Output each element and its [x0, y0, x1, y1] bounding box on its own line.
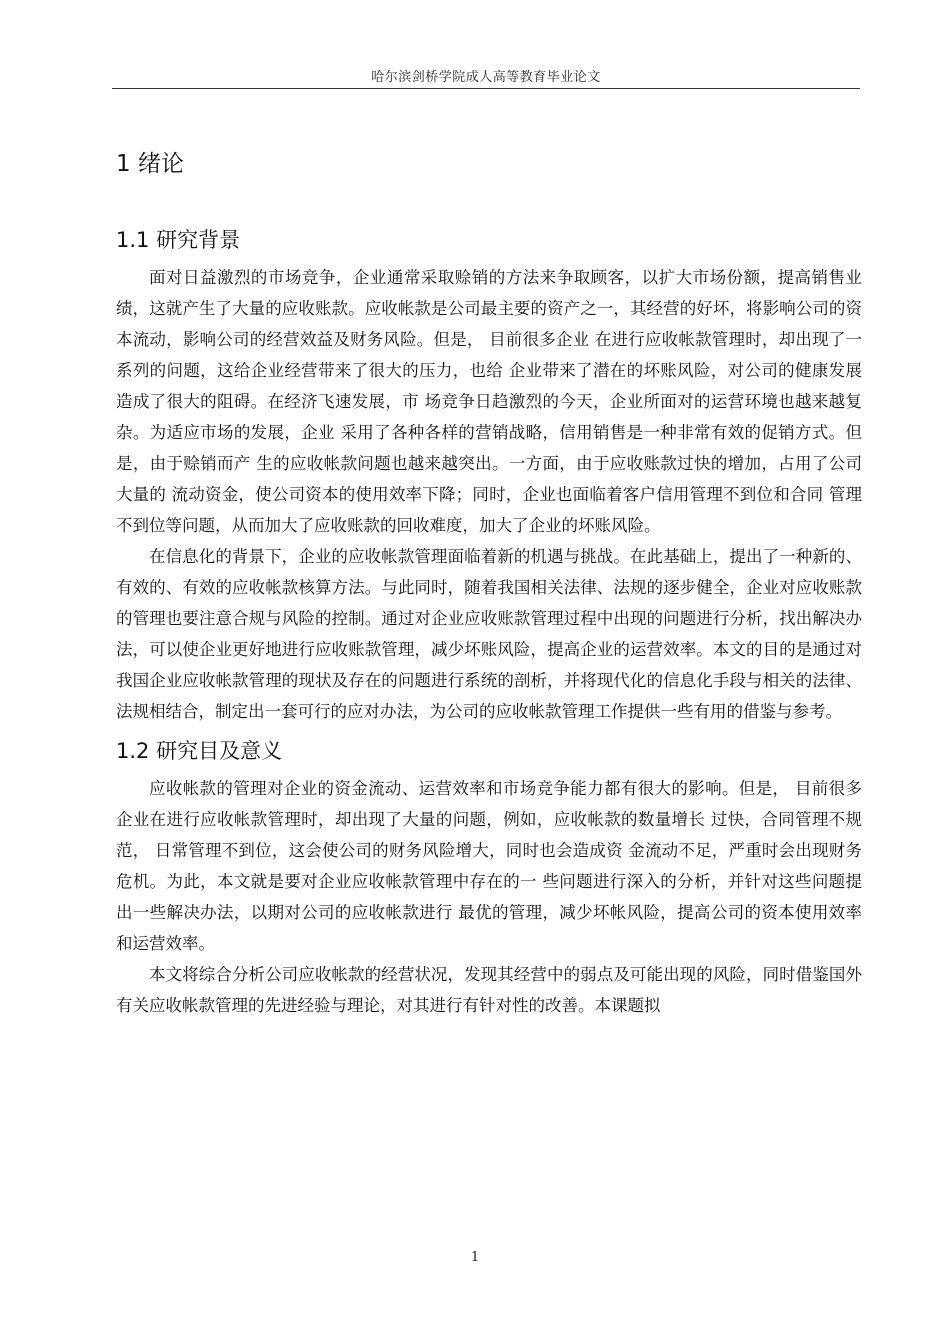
- section-title: 1.2 研究目及意义: [116, 739, 283, 763]
- paragraph: 应收帐款的管理对企业的资金流动、运营效率和市场竞争能力都有很大的影响。但是， 目前很多企业在进行应收帐款管理时，却出现了大量的问题，例如，应收帐款的数量增长 过快，合同管理不规范， 日常管理不到位，这会使公司的财务风险增大，同时也会造成资 金流动不足，严重时会出现财务危机。为此，本文就是要对企业应收帐款管理中存在的一 些问题进行深入的分析，并针对这些问题提出一些解决办法，以期对公司的应收帐款进行 最优的管理，减少坏帐风险，提高公司的资本使用效率和运营效率。: [116, 779, 862, 953]
- paragraph: 面对日益激烈的市场竞争，企业通常采取赊销的方法来争取顾客，以扩大市场份额，提高销售业绩，这就产生了大量的应收账款。应收帐款是公司最主要的资产之一，其经营的好坏，将影响公司的资本流动，影响公司的经营效益及财务风险。但是， 目前很多企业 在进行应收帐款管理时，却出现了一系列的问题，这给企业经营带来了很大的压力，也给 企业带来了潜在的坏账风险，对公司的健康发展造成了很大的阻碍。在经济飞速发展，市 场竞争日趋激烈的今天，企业所面对的运营环境也越来越复杂。为适应市场的发展，企业 采用了各种各样的营销战略，信用销售是一种非常有效的促销方式。但是，由于赊销而产 生的应收帐款问题也越来越突出。一方面，由于应收账款过快的增加，占用了公司大量的 流动资金，使公司资本的使用效率下降；同时，企业也面临着客户信用管理不到位和合同 管理不到位等问题，从而加大了应收账款的回收难度，加大了企业的坏账风险。: [116, 268, 862, 535]
- chapter-title: 1 绪论: [116, 151, 184, 177]
- section-title: 1.1 研究背景: [116, 228, 241, 252]
- header-divider: [112, 88, 860, 89]
- paragraph: 在信息化的背景下，企业的应收帐款管理面临着新的机遇与挑战。在此基础上，提出了一种新的、有效的、有效的应收帐款核算方法。与此同时，随着我国相关法律、法规的逐步健全，企业对应收账款的管理也要注意合规与风险的控制。通过对企业应收账款管理过程中出现的问题进行分析，找出解决办法，可以使企业更好地进行应收账款管理，减少坏账风险，提高企业的运营效率。本文的目的是通过对我国企业应收帐款管理的现状及存在的问题进行系统的剖析，并将现代化的信息化手段与相关的法律、法规相结合，制定出一套可行的应对办法，为公司的应收帐款管理工作提供一些有用的借鉴与参考。: [116, 547, 862, 721]
- paragraph: 本文将综合分析公司应收帐款的经营状况，发现其经营中的弱点及可能出现的风险，同时借鉴国外有关应收帐款管理的先进经验与理论，对其进行有针对性的改善。本课题拟: [116, 965, 862, 1015]
- body-content: [116, 146, 862, 1021]
- page-header: 哈尔滨剑桥学院成人高等教育毕业论文: [371, 70, 601, 85]
- page-number: 1: [470, 1250, 480, 1265]
